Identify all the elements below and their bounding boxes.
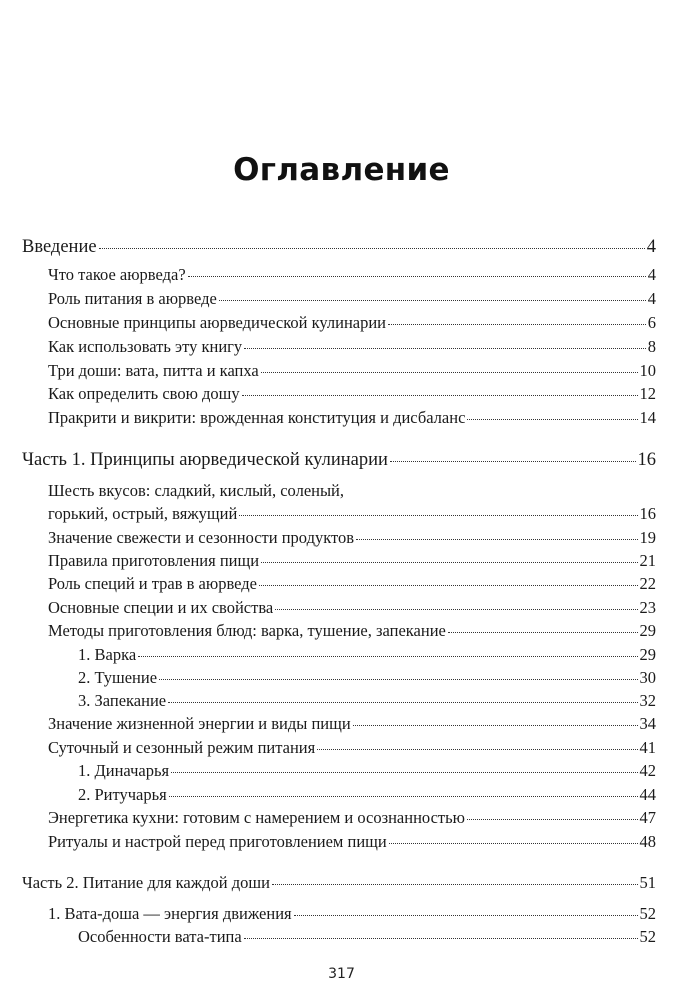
toc-entry: Суточный и сезонный режим питания 41: [48, 738, 656, 757]
toc-entry: Методы приготовления блюд: варка, тушение, запекание 29: [48, 621, 656, 640]
toc-entry: Особенности вата-типа 52: [78, 927, 656, 946]
toc-entry: Основные принципы аюрведической кулинарии 6: [48, 313, 656, 332]
toc-entry: Значение жизненной энергии и виды пищи 34: [48, 714, 656, 733]
toc-entry-part-1: Часть 1. Принципы аюрведической кулинарии 16: [22, 450, 656, 470]
toc-entry: Что такое аюрведа? 4: [48, 265, 656, 284]
toc-entry-part-2: Часть 2. Питание для каждой доши 51: [22, 873, 656, 892]
toc-entry: Как использовать эту книгу 8: [48, 337, 656, 356]
toc-entry: 1. Диначарья 42: [78, 761, 656, 780]
toc-entry: Значение свежести и сезонности продуктов 19: [48, 528, 656, 547]
toc-entry: 2. Тушение 30: [78, 668, 656, 687]
toc-entry: Правила приготовления пищи 21: [48, 551, 656, 570]
page-title: Оглавление: [233, 152, 450, 188]
toc-entry: Основные специи и их свойства 23: [48, 598, 656, 617]
toc-entry: 1. Варка 29: [78, 645, 656, 664]
toc-entry: Роль специй и трав в аюрведе 22: [48, 574, 656, 593]
toc-entry: 2. Ритучарья 44: [78, 785, 656, 804]
toc-entry: Роль питания в аюрведе 4: [48, 289, 656, 308]
toc-entry: Энергетика кухни: готовим с намерением и осознанностью 47: [48, 808, 656, 827]
toc-entry: Ритуалы и настрой перед приготовлением пищи 48: [48, 832, 656, 851]
page-number: 317: [328, 966, 355, 982]
toc-entry: Три доши: вата, питта и капха 10: [48, 361, 656, 380]
toc-entry: Пракрити и викрити: врожденная конституция и дисбаланс 14: [48, 408, 656, 427]
toc-entry: Шесть вкусов: сладкий, кислый, соленый,: [48, 481, 345, 500]
toc-entry: 3. Запекание 32: [78, 691, 656, 710]
toc-entry: Как определить свою дошу 12: [48, 384, 656, 403]
toc-entry: горький, острый, вяжущий 16: [48, 504, 656, 523]
toc-entry-introduction: Введение 4: [22, 237, 656, 257]
toc-entry: 1. Вата-доша — энергия движения 52: [48, 904, 656, 923]
